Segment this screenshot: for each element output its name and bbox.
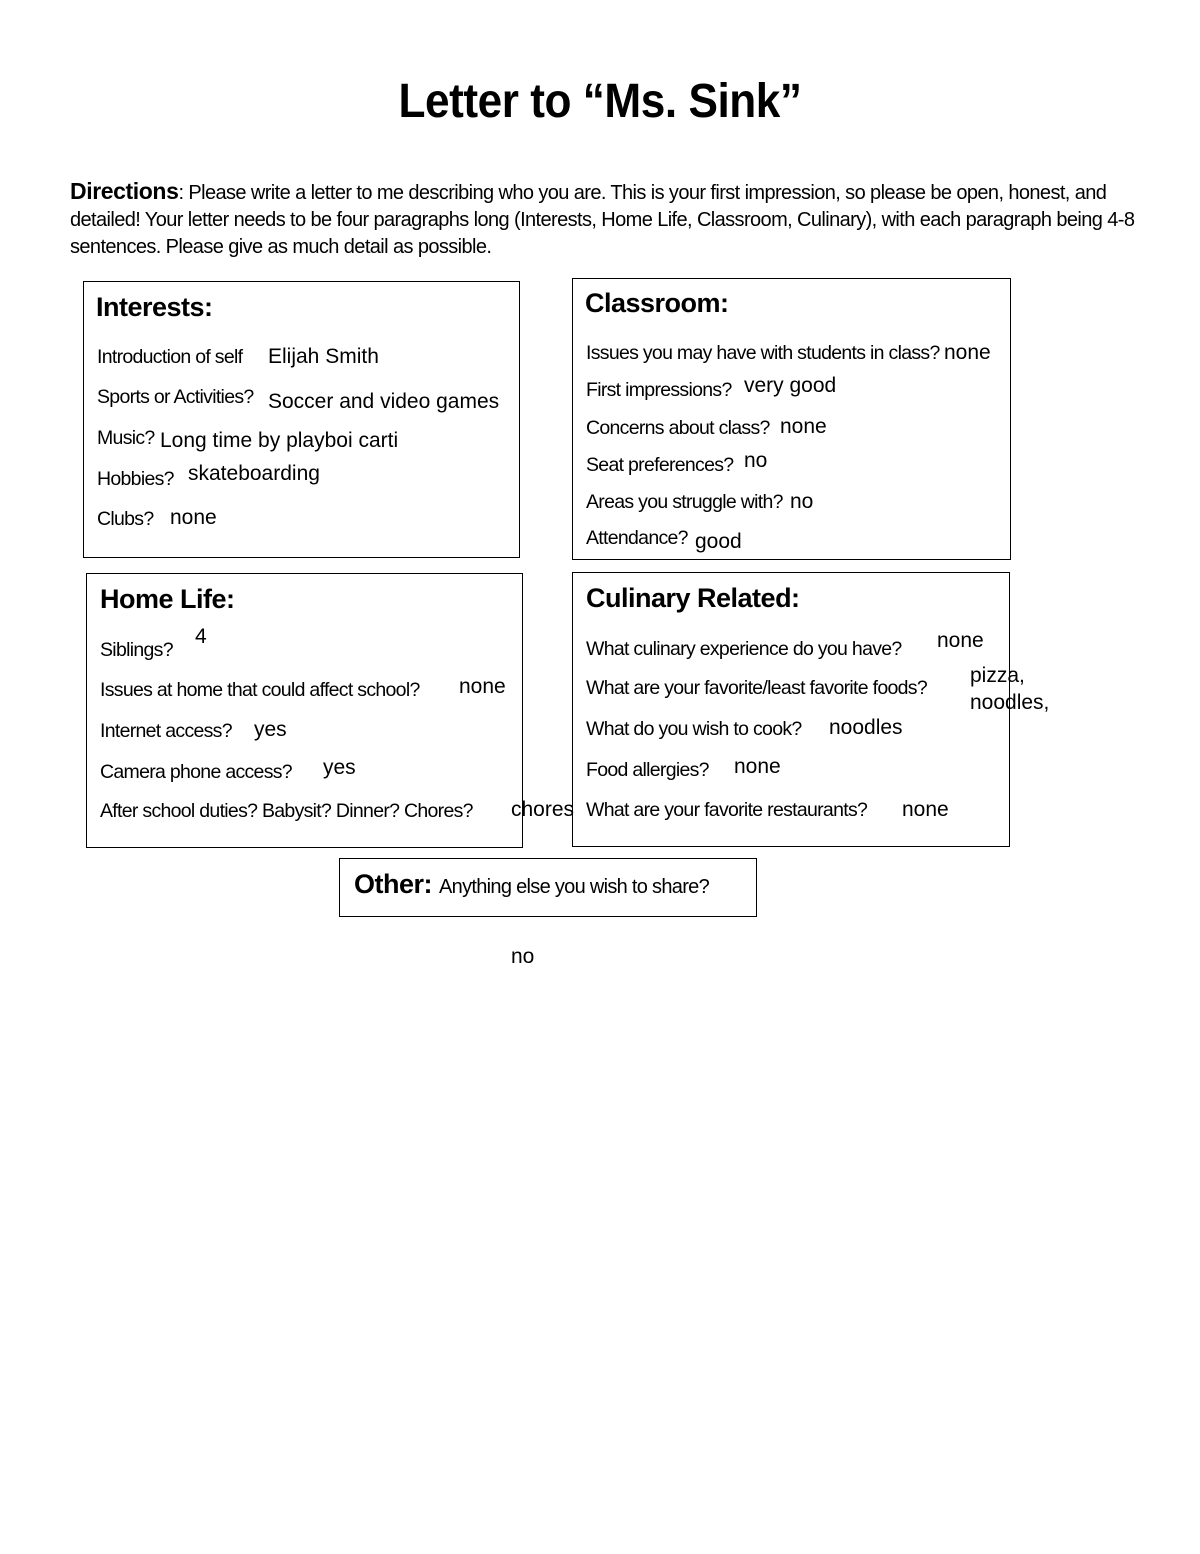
home-life-answer-siblings[interactable]: 4 (195, 625, 207, 648)
culinary-answer-restaurants[interactable]: none (902, 798, 949, 821)
home-life-question-issues: Issues at home that could affect school? (100, 679, 420, 701)
classroom-question-impressions: First impressions? (586, 379, 732, 401)
interests-question-clubs: Clubs? (97, 508, 154, 530)
classroom-heading: Classroom: (585, 288, 729, 318)
page-title: Letter to “Ms. Sink” (398, 75, 802, 128)
classroom-question-attendance: Attendance? (586, 527, 688, 549)
classroom-question-concerns: Concerns about class? (586, 417, 770, 439)
home-life-question-duties: After school duties? Babysit? Dinner? Chores? (100, 800, 473, 822)
classroom-answer-struggle[interactable]: no (790, 490, 814, 513)
culinary-answer-experience[interactable]: none (937, 629, 984, 652)
culinary-answer-cook[interactable]: noodles (829, 716, 903, 739)
culinary-question-restaurants: What are your favorite restaurants? (586, 799, 868, 821)
home-life-answer-duties[interactable]: chores (511, 798, 575, 821)
directions-label: Directions (70, 178, 179, 204)
culinary-heading: Culinary Related: (586, 583, 800, 613)
home-life-question-internet: Internet access? (100, 720, 232, 742)
interests-question-hobbies: Hobbies? (97, 468, 174, 490)
interests-answer-music[interactable]: Long time by playboi carti (160, 429, 399, 452)
other-heading-row (354, 869, 709, 900)
classroom-answer-attendance[interactable]: good (695, 530, 742, 553)
home-life-question-camera: Camera phone access? (100, 761, 292, 783)
home-life-answer-issues[interactable]: none (459, 675, 506, 698)
interests-question-introduction: Introduction of self (97, 346, 243, 368)
classroom-answer-concerns[interactable]: none (780, 415, 827, 438)
directions-text: : Please write a letter to me describing who you are. This is your first impression, so please be open, honest, and detailed! Your letter needs to be four paragraphs long (Interests, Home Life, Classroom, Culinary), with each paragraph being 4-8 sentences. Please give as much detail as possible. (70, 182, 1135, 258)
classroom-answer-impressions[interactable]: very good (744, 374, 837, 397)
home-life-answer-internet[interactable]: yes (254, 718, 287, 741)
interests-question-sports: Sports or Activities? (97, 386, 254, 408)
home-life-answer-camera[interactable]: yes (323, 756, 356, 779)
home-life-question-siblings: Siblings? (100, 639, 173, 661)
culinary-answer-allergies[interactable]: none (734, 755, 781, 778)
classroom-question-struggle: Areas you struggle with? (586, 491, 783, 513)
other-heading: Other: (354, 869, 432, 899)
other-answer[interactable]: no (511, 945, 535, 968)
classroom-question-issues: Issues you may have with students in class? (586, 342, 940, 364)
classroom-answer-issues[interactable]: none (944, 341, 991, 364)
interests-answer-introduction[interactable]: Elijah Smith (268, 345, 379, 368)
culinary-question-cook: What do you wish to cook? (586, 718, 802, 740)
directions (70, 178, 1140, 261)
interests-heading: Interests: (96, 292, 213, 322)
interests-question-music: Music? (97, 427, 155, 449)
culinary-answer-foods-line2[interactable]: noodles, (970, 691, 1050, 714)
culinary-question-foods: What are your favorite/least favorite foods? (586, 677, 927, 699)
classroom-question-seat: Seat preferences? (586, 454, 734, 476)
interests-answer-sports[interactable]: Soccer and video games (268, 390, 500, 413)
other-question: Anything else you wish to share? (439, 876, 710, 898)
interests-answer-clubs[interactable]: none (170, 506, 217, 529)
culinary-answer-foods-line1[interactable]: pizza, (970, 664, 1025, 687)
home-life-heading: Home Life: (100, 584, 235, 614)
culinary-question-experience: What culinary experience do you have? (586, 638, 902, 660)
interests-answer-hobbies[interactable]: skateboarding (188, 462, 320, 485)
classroom-answer-seat[interactable]: no (744, 449, 768, 472)
culinary-question-allergies: Food allergies? (586, 759, 709, 781)
